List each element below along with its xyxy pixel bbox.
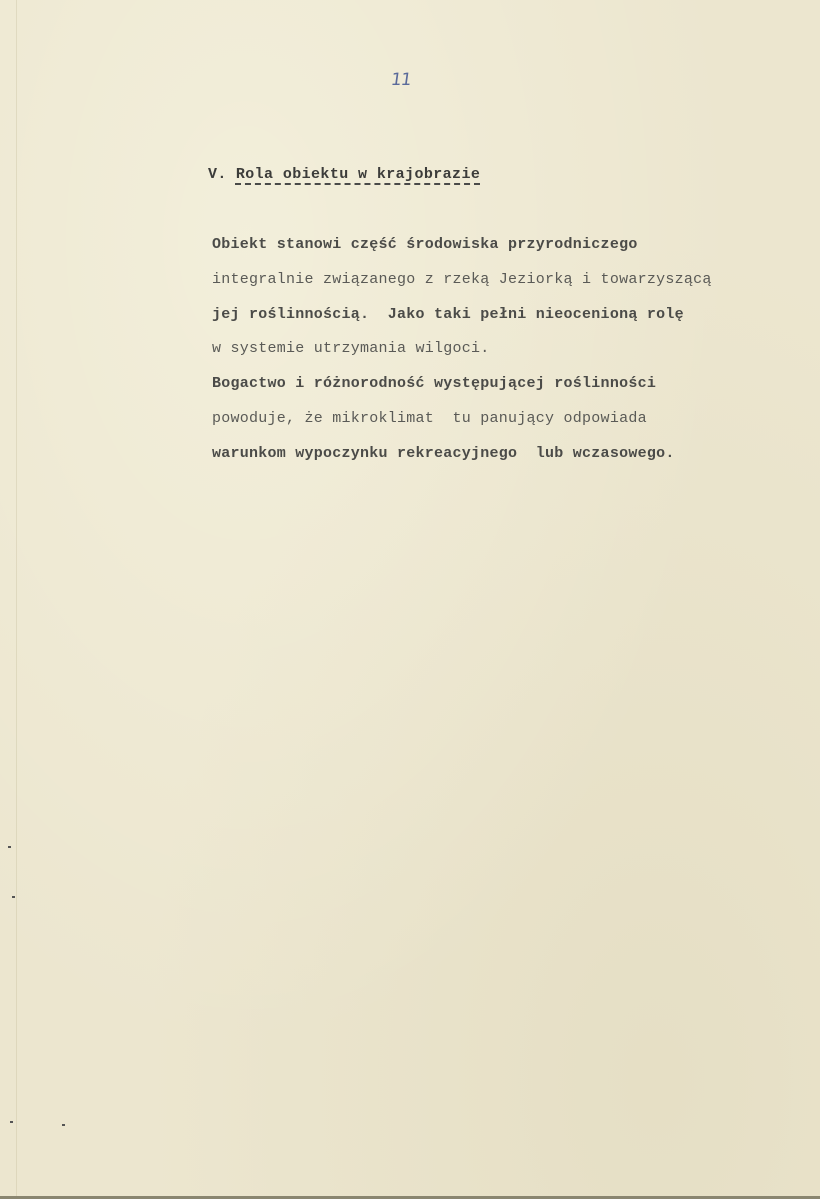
paper-fold-line	[16, 0, 17, 1199]
section-heading	[208, 166, 480, 183]
paragraph-line: w systemie utrzymania wilgoci.	[212, 340, 490, 358]
body-paragraph	[212, 235, 812, 479]
margin-dot	[62, 1124, 65, 1126]
section-number: V.	[208, 166, 227, 183]
paragraph-line: jej roślinnością. Jako taki pełni nieocenioną rolę	[212, 305, 684, 323]
margin-dot	[8, 846, 11, 848]
margin-dot	[10, 1121, 13, 1123]
paragraph-line: Obiekt stanowi część środowiska przyrodniczego	[212, 236, 638, 253]
section-title: Rola obiektu w krajobrazie	[235, 166, 481, 183]
paragraph-line: powoduje, że mikroklimat tu panujący odpowiada	[212, 409, 647, 427]
paragraph-line: integralnie związanego z rzeką Jeziorką i towarzyszącą	[212, 270, 712, 288]
paragraph-line: Bogactwo i różnorodność występującej roślinności	[212, 375, 657, 393]
margin-dot	[12, 896, 15, 898]
handwritten-page-number: 11	[389, 70, 413, 90]
paragraph-line: warunkom wypoczynku rekreacyjnego lub wczasowego.	[212, 444, 675, 462]
